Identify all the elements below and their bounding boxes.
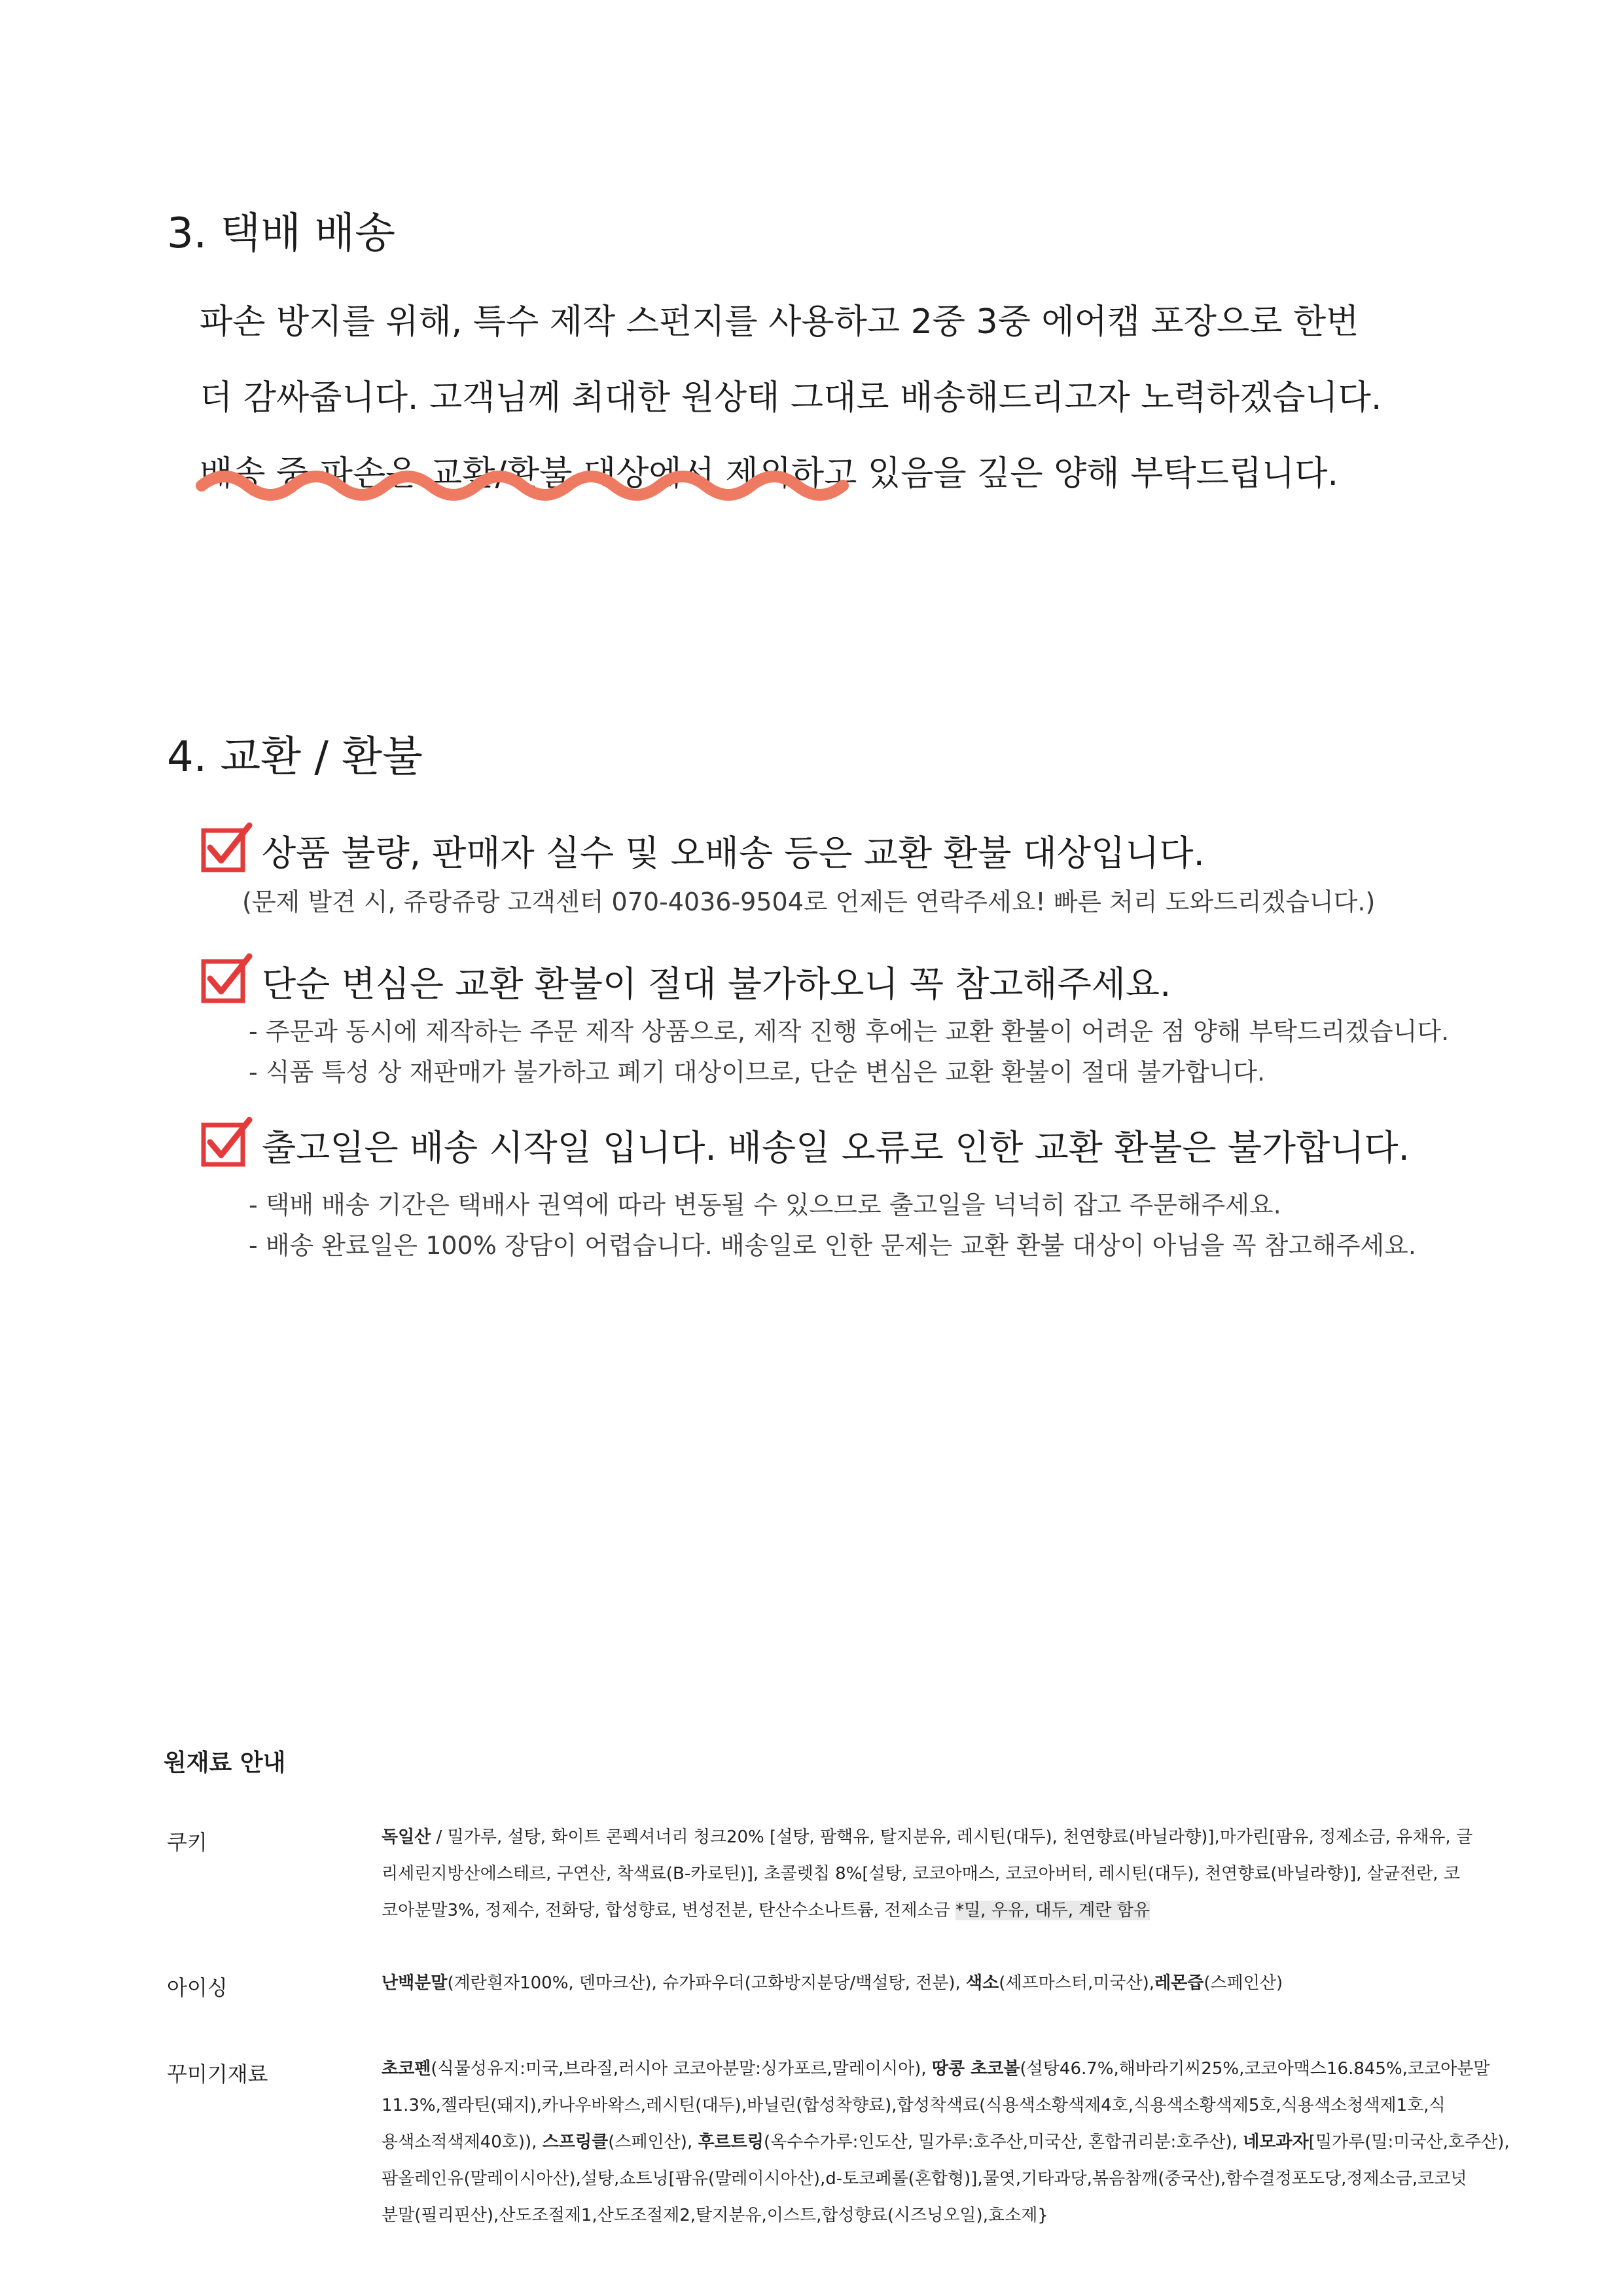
paragraph-line: 배송 중 파손은 교환/환불 대상에서 제외하고 있음을 깊은 양해 부탁드립니다. bbox=[200, 454, 1339, 493]
checkbox-checked-icon bbox=[200, 1116, 253, 1170]
ingredient-detail-deco: 초코펜(식물성유지:미국,브라질,러시아 코코아분말:싱가포르,말레이시아), 땅콩 초코볼(설탕46.7%,해바라기씨25%,코코아맥스16.845%,코코아분말 11.3%,젤라틴(돼지),카나우바왁스,레시틴(대두),바닐린(합성착향료),합성착색료(식용색소황색제4호,식용색소황색제5호,식용색소청색제1호,식 용색소적색제40호)), 스프링클(스페인산), 후르트링(옥수수가루:인도산, 밀가루:호주산,미국산, 혼합귀리분:호주산), 네모과자[밀가루(밀:미국산,호주산), 팜올레인유(말레이시아산),설탕,쇼트닝[팜유(말레이시아산),d-토코페롤(혼합형)],물엿,기타과당,볶음참깨(중국산),함수결정포도당,정제소금,코코넛 분말(필리핀산),산도조절제1,산도조절제2,탈지분유,이스트,합성향료(시즈닝오일),효소제} bbox=[382, 2059, 1510, 2225]
ingredient-name: 후르트링 bbox=[698, 2132, 764, 2152]
ingredient-category-deco: 꾸미기재료 bbox=[167, 2062, 268, 2087]
ingredient-category-cookie: 쿠키 bbox=[167, 1830, 207, 1855]
item-note: - 주문과 동시에 제작하는 주문 제작 상품으로, 제작 진행 후에는 교환 환불이 어려운 점 양해 부탁드리겠습니다. bbox=[249, 1017, 1450, 1046]
ingredient-category-icing: 아이싱 bbox=[167, 1975, 228, 2000]
item-title: 출고일은 배송 시작일 입니다. 배송일 오류로 인한 교환 환불은 불가합니다. bbox=[262, 1127, 1410, 1168]
section4-heading: 4. 교환 / 환불 bbox=[167, 733, 423, 781]
ingredient-name: 스프링클 bbox=[542, 2132, 609, 2152]
ingredient-detail-cookie: 독일산 / 밀가루, 설탕, 화이트 콘펙셔너리 청크20% [설탕, 팜핵유, 탈지분유, 레시틴(대두), 천연향료(바닐라향)],마가린[팜유, 정제소금, 유채유, 글 리세린지방산에스테르, 구연산, 착색료(B-카로틴)], 초콜렛칩 8%[설탕, 코코아매스, 코코아버터, 레시틴(대두), 천연향료(바닐라향)], 살균전란, 코 코아분말3%, 정제수, 전화당, 합성향료, 변성전분, 탄산수소나트륨, 전제소금 *밀, 우유, 대두, 계란 함유 bbox=[382, 1827, 1473, 1920]
ingredient-name: 땅콩 초코볼 bbox=[931, 2059, 1020, 2079]
ingredients-title: 원재료 안내 bbox=[164, 1749, 286, 1776]
item-title: 단순 변심은 교환 환불이 절대 불가하오니 꼭 참고해주세요. bbox=[262, 963, 1171, 1005]
paragraph-line: 더 감싸줍니다. 고객님께 최대한 원상태 그대로 배송해드리고자 노력하겠습니다. bbox=[200, 378, 1382, 418]
item-note: - 택배 배송 기간은 택배사 권역에 따라 변동될 수 있으므로 출고일을 넉넉히 잡고 주문해주세요. bbox=[249, 1191, 1281, 1219]
ingredient-name: 초코펜 bbox=[382, 2059, 431, 2079]
ingredient-name: 색소 bbox=[966, 1973, 999, 1993]
ingredient-name: 독일산 bbox=[382, 1827, 431, 1847]
paragraph-line: 파손 방지를 위해, 특수 제작 스펀지를 사용하고 2중 3중 에어캡 포장으로 한번 bbox=[200, 302, 1359, 342]
allergen-notice: *밀, 우유, 대두, 계란 함유 bbox=[955, 1901, 1150, 1920]
checkbox-checked-icon bbox=[200, 952, 253, 1006]
item-note: - 식품 특성 상 재판매가 불가하고 폐기 대상이므로, 단순 변심은 교환 환불이 절대 불가합니다. bbox=[249, 1058, 1266, 1086]
checkbox-checked-icon bbox=[200, 821, 253, 875]
item-note: - 배송 완료일은 100% 장담이 어렵습니다. 배송일로 인한 문제는 교환 환불 대상이 아님을 꼭 참고해주세요. bbox=[249, 1231, 1416, 1260]
wavy-underline bbox=[195, 466, 882, 505]
item-title: 상품 불량, 판매자 실수 및 오배송 등은 교환 환불 대상입니다. bbox=[262, 833, 1205, 874]
ingredient-name: 난백분말 bbox=[382, 1973, 448, 1993]
ingredient-name: 레몬즙 bbox=[1154, 1973, 1204, 1993]
item-note: (문제 발견 시, 쥬랑쥬랑 고객센터 070-4036-9504로 언제든 연락주세요! 빠른 처리 도와드리겠습니다.) bbox=[242, 888, 1376, 916]
ingredient-name: 네모과자 bbox=[1243, 2132, 1309, 2152]
ingredient-detail-icing: 난백분말(계란흰자100%, 덴마크산), 슈가파우더(고화방지분당/백설탕, 전분), 색소(셰프마스터,미국산),레몬즙(스페인산) bbox=[382, 1973, 1283, 1993]
section3-heading: 3. 택배 배송 bbox=[167, 209, 396, 258]
